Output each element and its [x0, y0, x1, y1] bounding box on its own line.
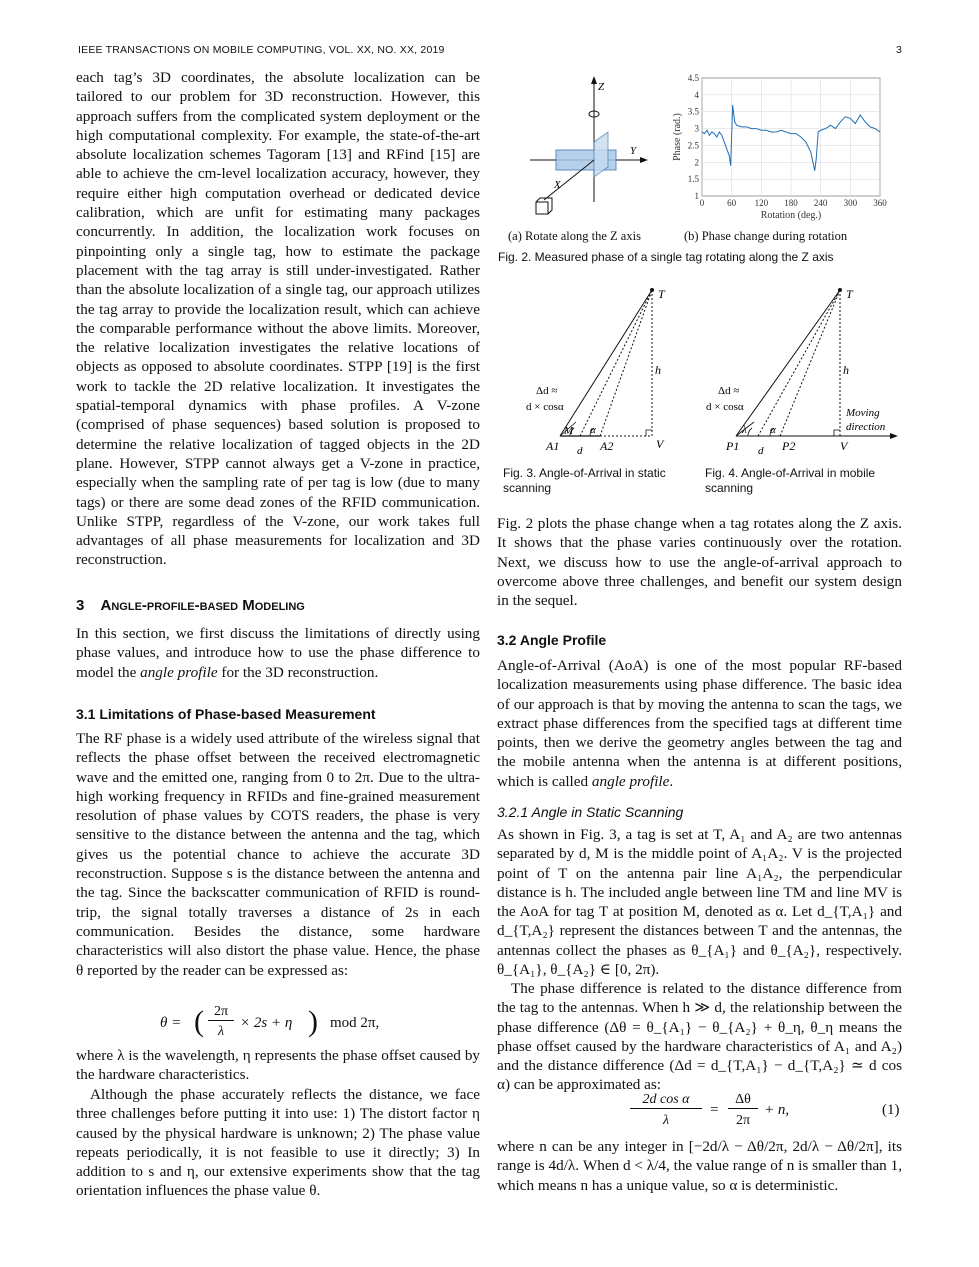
antenna-cube: [536, 202, 548, 214]
delta-d-label-1: Δd ≈: [718, 385, 740, 397]
fig4-mobile-aoa-diagram: [706, 282, 906, 462]
moving-label-2: direction: [846, 421, 886, 433]
intro-paragraph: each tag’s 3D coordinates, the absolute localization can be tailored to our problem for 3D reconstruction. However, this approach suffers from the complicated system deployment or the high computational complexity. For example, the state-of-the-art absolute localization schemes Tagoram [13] and RFind [15] are able to achieve the cm-level localization accuracy, however, they require either high computation overhead or dedicated device calibration, which are unfit for estimating many packages concurrently. In addition, the localization work focuses on pinpointing only a single tag, how to estimate the package placement with the tag array is still under-investigated. Rather than the absolute localization of a single tag, our approach utilizes the tag array to provide the localization result, which can achieve the comparable performance without the above limits. Moreover, the relative localization investigates the relative locations of objects as opposed to absolute coordinates. STPP [19] is the first work to tackle the 2D relative localization. It investigates the spatial-temporal dynamics with phase profiles. A V-zone (comprised of phase sequences) based solution is proposed to determine the relative localization of tagged objects in the 2D plane. However, STPP cannot always get a V-zone in practice, especially when the sampling rate of per tag is low (due to many tags) or there are some dead zones of the RFID communication. Unlike STPP, regardless of the V-zone, our work takes full advantages of all phase measurements for localization and 3D reconstruction.: [76, 69, 480, 569]
eq1-den-left: λ: [662, 1113, 670, 1128]
intro-text-a: In this section, we first discuss the limitations of directly using phase values, and introduce how to use the phase difference to model the: [76, 625, 480, 681]
eq1-equals: =: [710, 1102, 719, 1118]
right-angle-mark: [834, 430, 840, 436]
eq-fraction-num: 2π: [208, 1004, 234, 1021]
where-n-text: where n can be any integer in [−2d/λ − Δθ/2π, 2d/λ − Δθ/2π], its range is 4d/λ. When d < λ/4, the value range of n is smaller than 1, which means n has a unique value, so α is deterministic.: [497, 1138, 902, 1194]
fig2b-phase-chart: [668, 72, 890, 222]
equation-1: [630, 1092, 902, 1134]
label-d: d: [577, 445, 583, 457]
y-axis-label: Y: [630, 145, 637, 157]
page-number: 3: [896, 44, 903, 56]
running-header: IEEE TRANSACTIONS ON MOBILE COMPUTING, VOL. XX, NO. XX, 2019: [78, 44, 445, 56]
subsection-3-2-heading: 3.2 Angle Profile: [497, 632, 607, 648]
line-p1-t: [736, 290, 840, 436]
subsection-3-1-body: [76, 729, 480, 980]
label-M: M: [564, 425, 574, 437]
label-alpha: α: [590, 424, 596, 436]
label-h: h: [655, 363, 661, 377]
label-alpha: α: [770, 424, 776, 436]
angle-profile-text: Angle-of-Arrival (AoA) is one of the most popular RF-based localization measurements using phase difference. The basic idea of our approach is that by moving the antenna to scan the tags, we extract phase differences from the specified tags at different time points, then we derive the geometry angles between the tag and the mobile antenna when the antenna is at different positions, which is called: [497, 657, 902, 790]
y-axis-title: Phase (rad.): [672, 113, 683, 161]
intro-emphasis: angle profile: [140, 663, 218, 681]
line-a1-t: [560, 290, 652, 436]
label-P1: P1: [726, 439, 740, 453]
fig4-caption: Fig. 4. Angle-of-Arrival in mobile scanning: [705, 466, 876, 495]
label-V: V: [656, 437, 664, 451]
label-T: T: [846, 287, 853, 301]
eq-lhs: θ =: [160, 1015, 182, 1031]
label-A2: A2: [600, 439, 614, 453]
angle-profile-emphasis: angle profile: [591, 772, 670, 790]
label-d: d: [758, 445, 764, 457]
moving-label-1: Moving: [846, 407, 880, 419]
label-T: T: [658, 287, 665, 301]
delta-d-label-2: d × cosα: [526, 401, 564, 413]
where-lambda: [76, 1046, 480, 1085]
label-h: h: [843, 363, 849, 377]
fig2a-rotation-diagram: [524, 72, 654, 222]
eq-fraction-den: λ: [217, 1024, 225, 1039]
where-n-paragraph: [497, 1137, 902, 1195]
x-tick-label: 120: [754, 198, 769, 208]
line-p2-t: [780, 290, 840, 436]
eq1-label: (1): [882, 1102, 900, 1118]
y-tick-label: 4: [694, 89, 699, 100]
y-tick-label: 1.5: [687, 174, 699, 185]
y-tick-label: 2.5: [687, 140, 699, 151]
section-3-title: Angle-profile-based Modeling: [100, 597, 305, 614]
label-lambda: λ: [742, 424, 747, 436]
phase-difference-text: The phase difference is related to the distance difference from the tag to the antennas. When h ≫ d, the relationship between the phase difference (Δθ = θ_{A₁} − θ_{A₂} + θ_η, θ_η means the phase offset caused by the hardware characteristics of A₁ and A₂) and the distance difference (Δd = d_{T,A₁} − d_{T,A₂} ≃ d cos α) can be approximated as:: [497, 980, 902, 1094]
line-mid-t: [758, 290, 840, 436]
x-tick-label: 240: [813, 198, 828, 208]
section-3-intro: [76, 624, 480, 682]
challenges-paragraph: [76, 1085, 480, 1201]
label-V: V: [840, 439, 848, 453]
subsection-3-2-body: [497, 656, 902, 791]
alpha-arc-1: [748, 428, 752, 436]
x-tick-label: 60: [727, 198, 737, 208]
y-tick-label: 4.5: [687, 73, 699, 83]
phase-difference-paragraph: [497, 979, 902, 1095]
phase-equation: [160, 1004, 420, 1046]
eq1-tail: + n,: [764, 1102, 790, 1118]
fig3-static-aoa-diagram: [526, 282, 680, 462]
z-axis-arrow: [591, 76, 597, 84]
subsection-3-1-heading: 3.1 Limitations of Phase-based Measurement: [76, 706, 376, 722]
static-scanning-body: [497, 825, 902, 979]
static-scanning-text: As shown in Fig. 3, a tag is set at T, A₁ and A₂ are two antennas separated by d, M is the middle point of A₁A₂. V is the projected point of T on the antenna pair line A₁A₂, the perpendicular distance is h. The included angle between line TM and line MV is the AoA for tag T at position M, denoted as α. Let d_{T,A₁} and d_{T,A₂} represent the distances between T and the antennas, the antennas collect the phases as θ_{A₁} and θ_{A₂}, respectively. θ_{A₁}, θ_{A₂} ∈ [0, 2π).: [497, 826, 902, 979]
where-lambda-text: where λ is the wavelength, η represents the phase offset caused by the hardware characteristics.: [76, 1047, 480, 1084]
eq-rest: × 2s + η: [240, 1015, 293, 1031]
delta-d-label-2: d × cosα: [706, 401, 744, 413]
y-axis-arrow: [640, 157, 648, 163]
z-axis-label: Z: [598, 81, 605, 93]
phase-paragraph: The RF phase is a widely used attribute of the wireless signal that reflects the phase offset between the received electromagnetic wave and the emitted one, ranging from 0 to 2π. Due to the ultra-high working frequency in RFIDs and fine-grained measurement resolution of phase values by COTS readers, the phase is very sensitive to the distance between the antenna and the tag, which gives us the potential chance to achieve the accurate 3D reconstruction. Suppose s is the distance between the antenna and the tag. Since the backscatter communication of RFID is round-trip, the signal totally traverses a distance of 2s in each communication. Besides the distance, some hardware characteristics will also distort the phase value. Hence, the phase θ reported by the reader can be expressed as:: [76, 730, 480, 979]
fig2b-subcaption: (b) Phase change during rotation: [684, 229, 848, 243]
fig2-discussion-text: Fig. 2 plots the phase change when a tag rotates along the Z axis. It shows that the phase varies continuously over the rotation. Next, we discuss how to use the angle-of-arrival approach to overcome above three challenges, and benefit our system design in the sequel.: [497, 515, 902, 610]
angle-profile-end: .: [669, 772, 674, 790]
intro-text-b: for the 3D reconstruction.: [217, 663, 379, 681]
subsubsection-3-2-1-heading: 3.2.1 Angle in Static Scanning: [497, 804, 684, 820]
x-axis-title: Rotation (deg.): [760, 210, 822, 221]
line-a2-t: [600, 290, 652, 436]
x-axis-label: X: [554, 179, 561, 191]
eq1-den-right: 2π: [735, 1113, 751, 1128]
right-angle-mark: [646, 430, 652, 436]
fig3-caption: Fig. 3. Angle-of-Arrival in static scanning: [503, 466, 666, 495]
eq-paren-close: ): [308, 1005, 318, 1038]
y-tick-label: 1: [694, 191, 699, 201]
tag-point: [838, 288, 842, 292]
label-A1: A1: [546, 439, 560, 453]
x-tick-label: 0: [699, 198, 705, 208]
y-tick-label: 2: [694, 157, 699, 168]
fig2a-subcaption: (a) Rotate along the Z axis: [508, 229, 641, 243]
x-tick-label: 300: [843, 198, 858, 208]
fig2-discussion: [497, 514, 902, 610]
line-m-t: [580, 290, 652, 436]
fig2-caption: Fig. 2. Measured phase of a single tag rotating along the Z axis: [498, 250, 834, 264]
eq1-num-left: 2d cos α: [630, 1092, 702, 1109]
challenges-text: Although the phase accurately reflects the distance, we face three challenges before putting it into use: 1) The distort factor η caused by the physical hardware is unknown; 2) The phase value repeats periodically, it is not feasible to use it directly; 3) In addition to s and η, our extensive experiments show that the tag orientation influences the phase value θ.: [76, 1086, 480, 1200]
delta-d-label-1: Δd ≈: [536, 385, 558, 397]
eq-mod: mod 2π,: [330, 1015, 380, 1031]
moving-direction-arrow: [890, 433, 898, 439]
eq-paren-open: (: [194, 1005, 204, 1038]
x-tick-label: 360: [873, 198, 887, 208]
y-tick-label: 3: [694, 123, 699, 134]
section-3-heading: [76, 597, 480, 614]
tag-point: [650, 288, 654, 292]
y-tick-label: 3.5: [687, 106, 699, 117]
left-column: [76, 68, 480, 570]
eq1-num-right: Δθ: [728, 1092, 758, 1109]
section-3-number: 3: [76, 597, 85, 614]
x-tick-label: 180: [784, 198, 798, 208]
label-P2: P2: [782, 439, 796, 453]
